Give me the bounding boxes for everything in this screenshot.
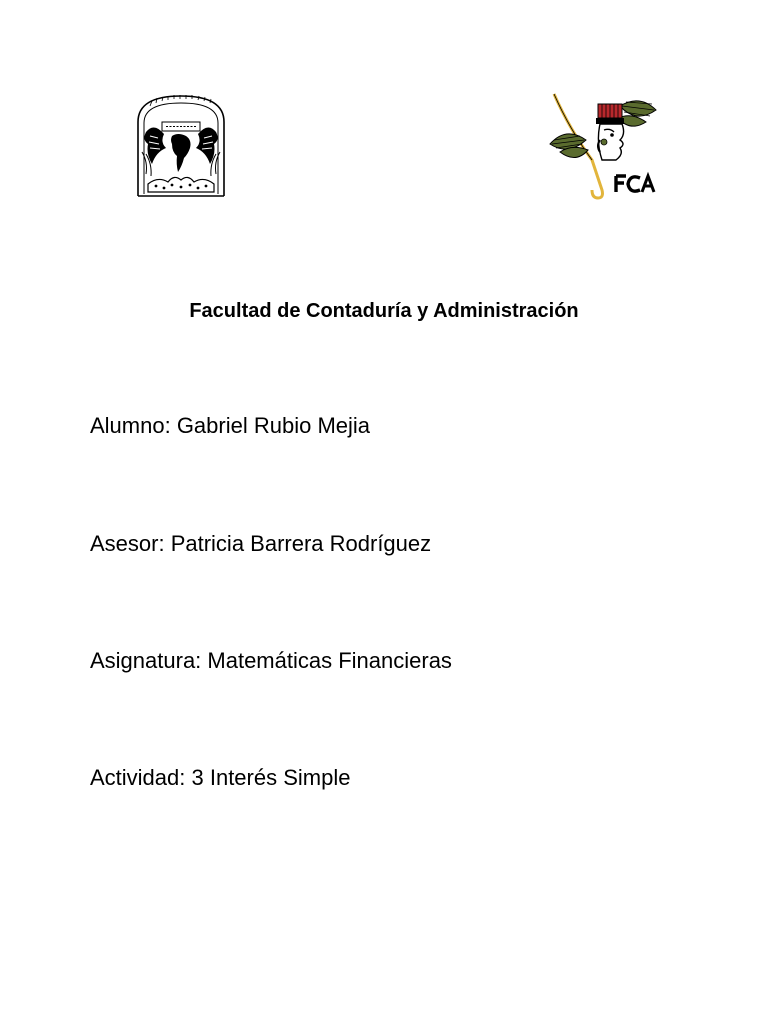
advisor-field: Asesor: Patricia Barrera Rodríguez bbox=[90, 531, 432, 556]
activity-field: Actividad: 3 Interés Simple bbox=[90, 765, 351, 790]
fca-emblem-icon bbox=[546, 90, 658, 202]
subject-field: Asignatura: Matemáticas Financieras bbox=[90, 648, 452, 673]
institution-title: Facultad de Contaduría y Administración bbox=[189, 300, 579, 322]
fca-letters bbox=[616, 176, 654, 192]
unam-crest-icon bbox=[132, 92, 230, 204]
student-field: Alumno: Gabriel Rubio Mejia bbox=[90, 413, 371, 438]
